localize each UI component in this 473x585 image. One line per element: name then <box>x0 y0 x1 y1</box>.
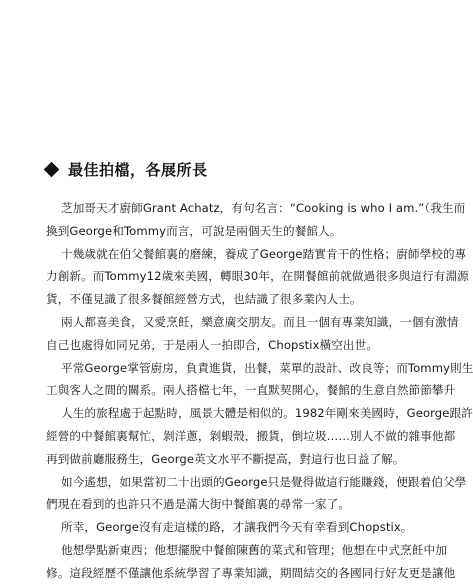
paragraph-line: 修。這段經歷不僅讓他系統學習了專業知識，期間結交的各國同行好友更是讓他 <box>46 565 456 580</box>
paragraph-line: 兩人都喜美食，又愛烹飪，樂意廣交朋友。而且一個有專業知識，一個有激情 <box>61 314 459 329</box>
paragraph-line: 他想學點新東西；他想擺脫中餐館陳舊的菜式和管理；他想在中式烹飪中加 <box>61 542 447 557</box>
section-heading <box>46 159 208 180</box>
paragraph-line: 工與客人之間的關系。兩人搭檔七年，一直默契開心，餐館的生意自然節節攀升 <box>46 383 456 398</box>
paragraph-line: 自己也處得如同兄弟，于是兩人一拍即合，Chopstix橫空出世。 <box>46 337 379 352</box>
paragraph-line: 換到George和Tommy而言，可說是兩個天生的餐館人。 <box>46 223 342 238</box>
paragraph-line: 芝加哥天才廚師Grant Achatz，有句名言：“Cooking is who I am.”（我生而 <box>61 201 466 215</box>
paragraph-line: 經營的中餐館裏幫忙，剝洋蔥，剝蝦殼，搬貨，倒垃圾……別人不做的雜事他都 <box>46 428 456 443</box>
section-heading-text: 最佳拍檔，各展所長 <box>68 161 208 179</box>
paragraph-line: 力創新。而Tommy12歲來美國，轉眼30年，在開餐館前就做過很多與這行有淵源 <box>46 269 469 284</box>
diamond-bullet-icon <box>44 162 60 178</box>
paragraph-line: 十幾歲就在伯父餐館裏的磨練，養成了George踏實肯干的性格；廚師學校的專 <box>61 246 467 261</box>
paragraph-line: 人生的旅程處于起點時，風景大體是相似的。1982年剛來美國時，George跟許 <box>61 406 473 421</box>
paragraph-line: 們現在看到的也許只不過是滿大街中餐館裏的尋常一家了。 <box>46 497 351 512</box>
article-body <box>46 197 473 585</box>
paragraph-line: 所幸，George沒有走這樣的路，才讓我們今天有幸看到Chopstix。 <box>61 520 413 535</box>
paragraph-line: 貨，不僅見識了很多餐館經營方式，也結識了很多業內人士。 <box>46 292 362 307</box>
paragraph-line: 平常George掌管廚房，負責進貨，出餐，菜單的設計、改良等；而Tommy則生 <box>61 360 473 375</box>
paragraph-line: 如今遙想，如果當初二十出頭的George只是覺得做這行能賺錢，便跟着伯父學 <box>61 474 467 489</box>
paragraph-line: 再到做前廳服務生，George英文水平不斷提高，對這行也日益了解。 <box>46 451 405 466</box>
